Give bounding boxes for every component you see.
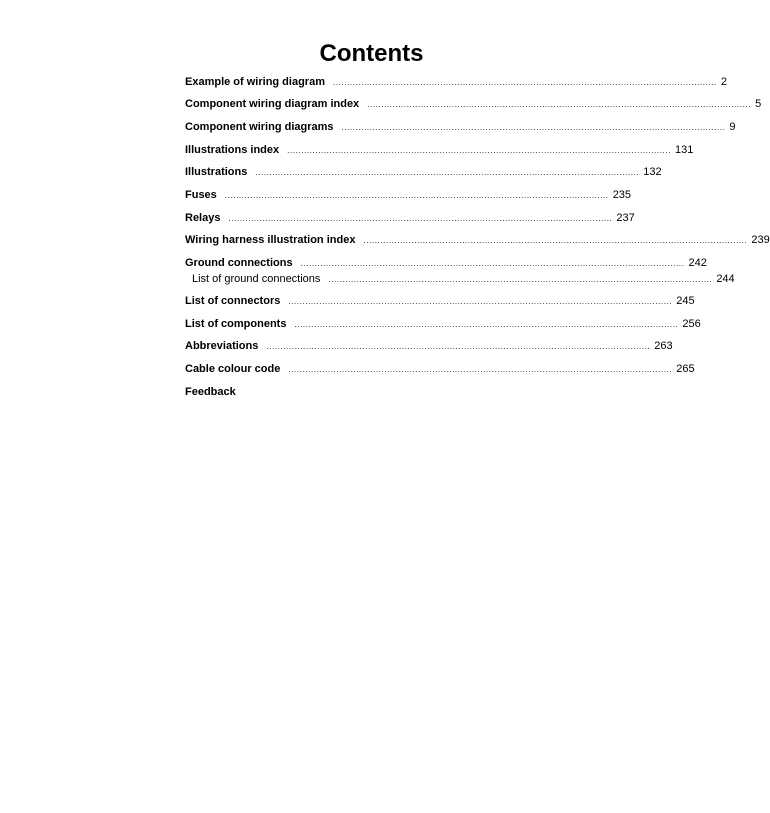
dot-leader: ........................................................................................................................................: [341, 123, 726, 132]
toc-entry-page: 245: [676, 295, 695, 307]
toc-entry-page: 239: [751, 234, 770, 246]
toc-subentry-list-of-ground-connections[interactable]: [185, 271, 735, 287]
dot-leader: ........................................................................................................................................: [288, 365, 673, 374]
dot-leader: ........................................................................................................................................: [266, 342, 651, 351]
toc-entry-page: 242: [688, 257, 707, 269]
toc-entry-label: List of ground connections: [192, 273, 321, 285]
toc-entry-label: Illustrations index: [185, 144, 280, 156]
toc-entry-page: 256: [682, 318, 701, 330]
toc-entry-label: Ground connections: [185, 257, 293, 269]
toc-entry-page: 237: [616, 212, 635, 224]
toc-entry-label: Component wiring diagram index: [185, 98, 360, 110]
toc-entry-label: Component wiring diagrams: [185, 121, 334, 133]
toc-entry-ground-connections[interactable]: [185, 255, 707, 271]
toc-entry-component-wiring-diagrams[interactable]: [185, 119, 736, 135]
toc-entry-list-of-connectors[interactable]: [185, 293, 695, 309]
dot-leader: ........................................................................................................................................: [287, 146, 672, 155]
toc-entry-illustrations-index[interactable]: [185, 142, 694, 158]
toc-entry-cable-colour-code[interactable]: [185, 361, 695, 377]
toc-entry-label: Illustrations: [185, 166, 248, 178]
toc-entry-page: 265: [676, 363, 695, 375]
toc-entry-page: 2: [720, 76, 727, 88]
toc-entry-label: Abbreviations: [185, 340, 259, 352]
toc-entry-abbreviations[interactable]: [185, 338, 673, 354]
dot-leader: ........................................................................................................................................: [300, 259, 685, 268]
toc-entry-example-of-wiring-diagram[interactable]: [185, 74, 727, 90]
toc-entry-label: List of components: [185, 318, 287, 330]
toc-entry-page: 263: [654, 340, 673, 352]
toc-entry-wiring-harness-illustration-index[interactable]: [185, 232, 770, 248]
toc-entry-page: 5: [755, 98, 762, 110]
dot-leader: ........................................................................................................................................: [328, 275, 713, 284]
toc-entry-page: 244: [716, 273, 735, 285]
toc-entry-list-of-components[interactable]: [185, 316, 701, 332]
toc-entry-illustrations[interactable]: [185, 164, 662, 180]
dot-leader: ........................................................................................................................................: [294, 320, 679, 329]
toc-entry-label: List of connectors: [185, 295, 281, 307]
dot-leader: ........................................................................................................................................: [332, 78, 717, 87]
toc-entry-fuses[interactable]: [185, 187, 632, 203]
dot-leader: ........................................................................................................................................: [363, 236, 748, 245]
dot-leader: ........................................................................................................................................: [255, 168, 640, 177]
page-title: Contents: [319, 40, 424, 67]
dot-leader: ........................................................................................................................................: [224, 191, 609, 200]
toc-entry-label: Feedback: [185, 386, 236, 398]
toc-entry-page: 235: [612, 189, 632, 201]
dot-leader: ........................................................................................................................................: [367, 100, 752, 109]
toc-entry-feedback[interactable]: [185, 384, 559, 400]
dot-leader: ........................................................................................................................................: [288, 297, 673, 306]
toc-entry-page: 9: [729, 121, 736, 133]
toc-entry-label: Fuses: [185, 189, 217, 201]
toc-entry-label: Relays: [185, 212, 221, 224]
dot-leader: ........................................................................................................................................: [228, 214, 613, 223]
toc-entry-relays[interactable]: [185, 210, 635, 226]
toc-entry-component-wiring-diagram-index[interactable]: [185, 96, 762, 112]
toc-entry-page: 132: [643, 166, 662, 178]
toc-entry-label: Example of wiring diagram: [185, 76, 325, 88]
toc-entry-page: 131: [675, 144, 694, 156]
toc-entry-label: Wiring harness illustration index: [185, 234, 356, 246]
toc-entry-label: Cable colour code: [185, 363, 281, 375]
